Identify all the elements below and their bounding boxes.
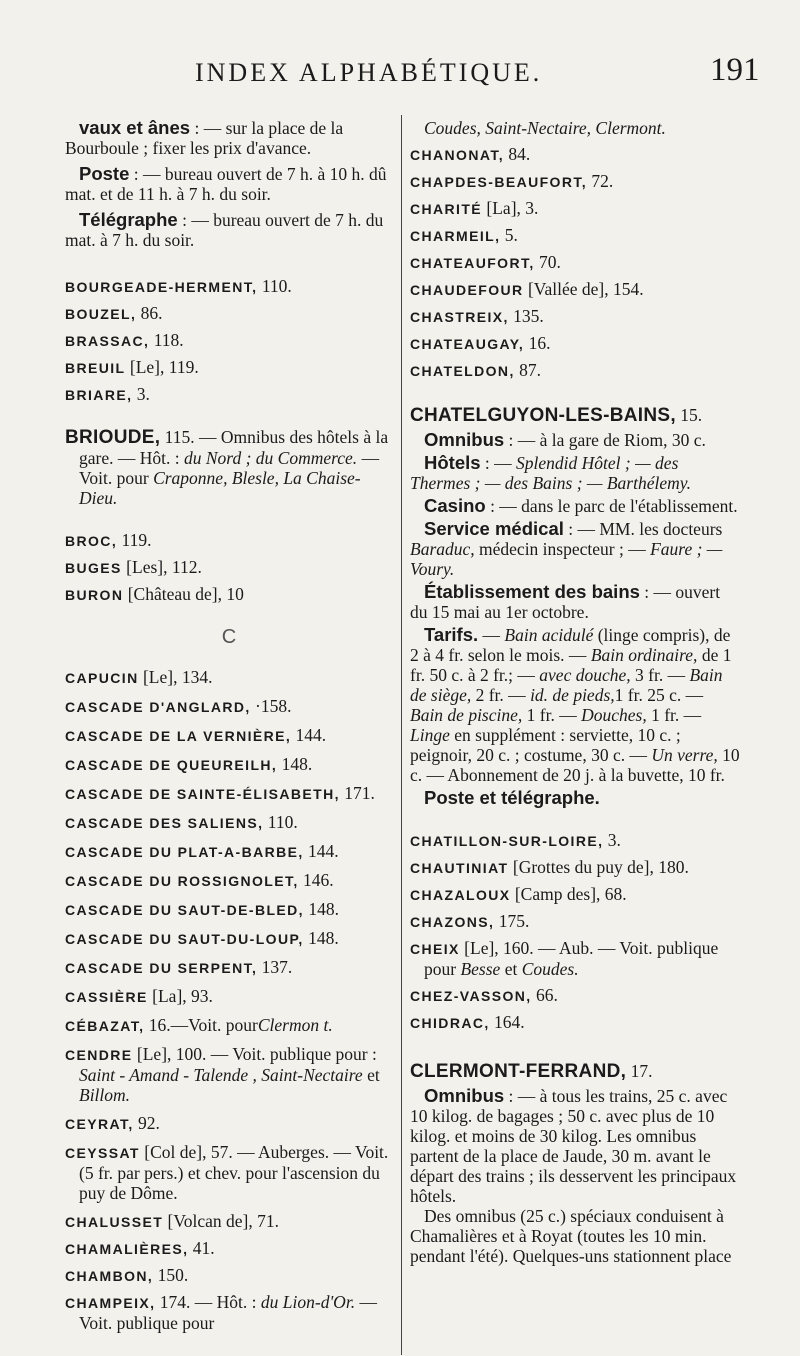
chatelguyon-tarifs: Tarifs. — Bain acidulé (linge compris), de 2 à 4 fr. selon le mois. — Bain ordinaire, de 1 fr. 50 c. à 2 fr.; — avec douche, 3 fr. — Bain de siège, 2 fr. — id. de pieds,1 fr. 25 c. — Bain de piscine, 1 fr. — Douches, 1 fr. — Linge en supplément : serviette, 10 c. ; peignoir, 20 c. ; costume, 30 c. — Un verre, 10 c. — Abonnement de 20 j. à la buvette, 10 fr. — [410, 624, 740, 785]
entry-chalusset: CHALUSSET [Volcan de], 71. — [65, 1211, 279, 1231]
entry-chambon: CHAMBON, 150. — [65, 1265, 189, 1285]
clermont-omnibus-speciaux: Des omnibus (25 c.) spéciaux conduisent à Chamalières et à Royat (toutes les 10 min. pendant l'été). Quelques-uns stationnent place — [410, 1206, 732, 1266]
index-entry: CASCADE DES SALIENS, 110. — [65, 812, 298, 832]
entry-telegraphe: Télégraphe : — bureau ouvert de 7 h. du mat. à 7 h. du soir. — [65, 209, 384, 250]
entry-vaux: vaux et ânes : — sur la place de la Bourboule ; fixer les prix d'avance. — [65, 117, 344, 158]
index-entry: CHATEAUGAY, 16. — [410, 333, 551, 353]
index-entry: CASCADE DU SAUT-DU-LOUP, 148. — [65, 928, 339, 948]
index-entry: CHARITÉ [La], 3. — [410, 198, 539, 218]
index-entry: BROC, 119. — [65, 530, 152, 550]
chatelguyon-omnibus: Omnibus : — à la gare de Riom, 30 c. — [424, 429, 706, 450]
b2-entries — [65, 530, 393, 605]
index-entry: CASCADE D'ANGLARD, ·158. — [65, 696, 292, 716]
index-entry: CHEZ-VASSON, 66. — [410, 985, 558, 1005]
chatelguyon-casino: Casino : — dans le parc de l'établissement. — [424, 495, 738, 516]
index-entry: BOURGEADE-HERMENT, 110. — [65, 276, 292, 296]
entry-ceyssat: CEYSSAT [Col de], 57. — Auberges. — Voit. (5 fr. par pers.) et chev. pour l'ascension du puy de Dôme. — [65, 1142, 389, 1203]
entry-poste: Poste : — bureau ouvert de 7 h. à 10 h. dû mat. et de 11 h. à 7 h. du soir. — [65, 163, 387, 204]
index-entry: CHAZONS, 175. — [410, 911, 530, 931]
ch-entries — [410, 144, 740, 381]
index-entry: CHIDRAC, 164. — [410, 1012, 525, 1032]
chatelguyon-service: Service médical : — MM. les docteurs Baraduc, médecin inspecteur ; — Faure ; — Voury. — [410, 518, 723, 579]
index-entry: CASCADE DU PLAT-A-BARBE, 144. — [65, 841, 339, 861]
index-entry: BOUZEL, 86. — [65, 303, 163, 323]
index-entry: CHASTREIX, 135. — [410, 306, 544, 326]
entry-brioude: BRIOUDE, 115. — Omnibus des hôtels à la gare. — Hôt. : du Nord ; du Commerce. — Voit. pour Craponne, Blesle, La Chaise-Dieu. — [65, 427, 389, 508]
chatelguyon-hotels: Hôtels : — Splendid Hôtel ; — des Thermes ; — des Bains ; — Barthélemy. — [410, 452, 691, 493]
index-entry: CHATEAUFORT, 70. — [410, 252, 561, 272]
index-entry: CASCADE DU SAUT-DE-BLED, 148. — [65, 899, 339, 919]
entry-chamalieres: CHAMALIÈRES, 41. — [65, 1238, 215, 1258]
entry-cebazat: CÉBAZAT, 16.—Voit. pourClermon t. — [65, 1015, 333, 1035]
index-entry: CHAPDES-BEAUFORT, 72. — [410, 171, 614, 191]
page-header — [0, 52, 800, 98]
index-entry: CHAUTINIAT [Grottes du puy de], 180. — [410, 857, 689, 877]
column-divider — [401, 115, 402, 1355]
entry-clermont — [410, 1061, 740, 1266]
index-entry: CASSIÈRE [La], 93. — [65, 986, 213, 1006]
index-entry: CHAUDEFOUR [Vallée de], 154. — [410, 279, 644, 299]
entry-ceyrat: CEYRAT, 92. — [65, 1113, 160, 1133]
left-column — [65, 118, 393, 1333]
clermont-title: CLERMONT-FERRAND, 17. — [410, 1061, 653, 1082]
index-entry: CAPUCIN [Le], 134. — [65, 667, 213, 687]
c-entries — [65, 667, 393, 1007]
index-entry: CHARMEIL, 5. — [410, 225, 518, 245]
b-entries — [65, 276, 393, 405]
index-entry: CASCADE DE QUEUREILH, 148. — [65, 754, 313, 774]
index-entry: BREUIL [Le], 119. — [65, 357, 199, 377]
index-entry: BUGES [Les], 112. — [65, 557, 202, 577]
index-entry: BRIARE, 3. — [65, 384, 150, 404]
entry-chatelguyon — [410, 405, 740, 808]
index-entry: CHANONAT, 84. — [410, 144, 531, 164]
right-column — [410, 118, 740, 1266]
index-entry: BURON [Château de], 10 — [65, 584, 244, 604]
running-title: INDEX ALPHABÉTIQUE. — [195, 58, 543, 87]
entry-champeix: CHAMPEIX, 174. — Hôt. : du Lion-d'Or. — Voit. publique pour — [65, 1292, 377, 1333]
index-entry: CHAZALOUX [Camp des], 68. — [410, 884, 627, 904]
entry-cheix: CHEIX [Le], 160. — Aub. — Voit. publique pour Besse et Coudes. — [410, 938, 719, 979]
entry-cendre: CENDRE [Le], 100. — Voit. publique pour : Saint - Amand - Talende , Saint-Nectaire et Billom. — [65, 1044, 380, 1105]
index-entry: BRASSAC, 118. — [65, 330, 184, 350]
ch2-entries — [410, 830, 740, 1033]
page-number: 191 — [710, 52, 760, 88]
chatelguyon-poste: Poste et télégraphe. — [424, 787, 600, 808]
index-entry: CASCADE DE LA VERNIÈRE, 144. — [65, 725, 327, 745]
clermont-omnibus: Omnibus : — à tous les trains, 25 c. avec 10 kilog. de bagages ; 50 c. avec plus de 10 kilog. et moins de 30 kilog. Les omnibus partent de la place de Jaude, 30 m. avant le départ des trains ; ils desservent les principaux hôtels. — [410, 1085, 737, 1206]
chatelguyon-etablissement: Établissement des bains : — ouvert du 15 mai au 1er octobre. — [410, 581, 721, 622]
index-entry: CHATELDON, 87. — [410, 360, 541, 380]
index-entry: CASCADE DU SERPENT, 137. — [65, 957, 293, 977]
index-entry: CHATILLON-SUR-LOIRE, 3. — [410, 830, 621, 850]
section-letter: C — [221, 626, 237, 648]
continuation-line: Coudes, Saint-Nectaire, Clermont. — [424, 118, 666, 138]
index-entry: CASCADE DU ROSSIGNOLET, 146. — [65, 870, 334, 890]
index-entry: CASCADE DE SAINTE-ÉLISABETH, 171. — [65, 783, 375, 803]
chatelguyon-title: CHATELGUYON-LES-BAINS, 15. — [410, 405, 703, 426]
